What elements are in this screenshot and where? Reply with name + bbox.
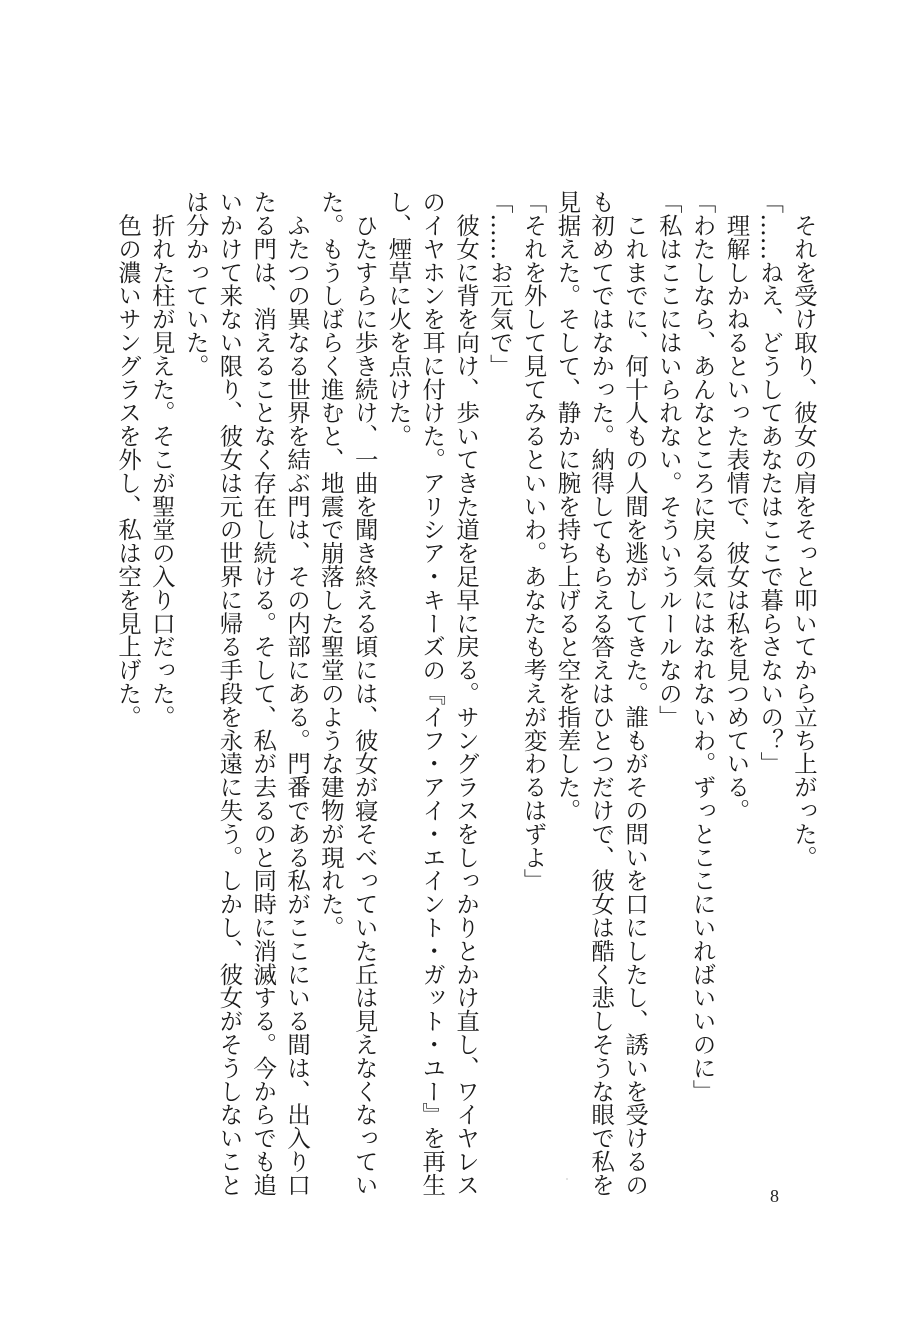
text-line: のイヤホンを耳に付けた。アリシア・キーズの『イフ・アイ・エイント・ガット・ユー』を再生 xyxy=(418,190,447,1197)
text-line: 「私はここにはいられない。そういうルールなの」 xyxy=(654,190,683,729)
text-line: 折れた柱が見えた。そこが聖堂の入り口だった。 xyxy=(147,190,176,729)
paper-speck xyxy=(566,1178,568,1180)
text-line: ふたつの異なる世界を結ぶ門は、その内部にある。門番である私がここにいる間は、出入り口 xyxy=(283,190,312,1197)
text-line: た。もうしばらく進むと、地震で崩落した聖堂のような建物が現れた。 xyxy=(316,190,345,939)
text-line: 色の濃いサングラスを外し、私は空を見上げた。 xyxy=(114,190,143,729)
text-line: これまでに、何十人もの人間を逃がしてきた。誰もがその問いを口にしたし、誘いを受けるの xyxy=(621,190,650,1197)
text-line: 「わたしなら、あんなところに戻る気にはなれないわ。ずっとここにいればいいのに」 xyxy=(688,190,717,1103)
vertical-text-body xyxy=(110,190,820,1197)
text-line: 「……お元気で」 xyxy=(485,190,514,378)
text-line: 「それを外して見てみるといいわ。あなたも考えが変わるはずよ」 xyxy=(519,190,548,892)
text-line: 理解しかねるといった表情で、彼女は私を見つめている。 xyxy=(722,190,751,822)
text-line: それを受け取り、彼女の肩をそっと叩いてから立ち上がった。 xyxy=(790,190,818,869)
text-line: ひたすらに歩き続け、一曲を聞き終える頃には、彼女が寝そべっていた丘は見えなくなってい xyxy=(350,190,379,1197)
text-line: 「……ねえ、どうしてあなたはここで暮らさないの？」 xyxy=(756,190,785,775)
text-line: 見据えた。そして、静かに腕を持ち上げると空を指差した。 xyxy=(553,190,582,822)
text-line: いかけて来ない限り、彼女は元の世界に帰る手段を永遠に失う。しかし、彼女がそうしないこと xyxy=(215,190,244,1197)
text-line: し、煙草に火を点けた。 xyxy=(384,190,413,448)
page-number: 8 xyxy=(770,1186,779,1206)
text-line: は分かっていた。 xyxy=(181,190,210,378)
text-line: 彼女に背を向け、歩いてきた道を足早に戻る。サングラスをしっかりとかけ直し、ワイヤレス xyxy=(452,190,481,1197)
text-line: も初めてではなかった。納得してもらえる答えはひとつだけで、彼女は酷く悲しそうな眼で私を xyxy=(587,190,616,1197)
text-line: たる門は、消えることなく存在し続ける。そして、私が去るのと同時に消滅する。今からでも追 xyxy=(249,190,278,1197)
